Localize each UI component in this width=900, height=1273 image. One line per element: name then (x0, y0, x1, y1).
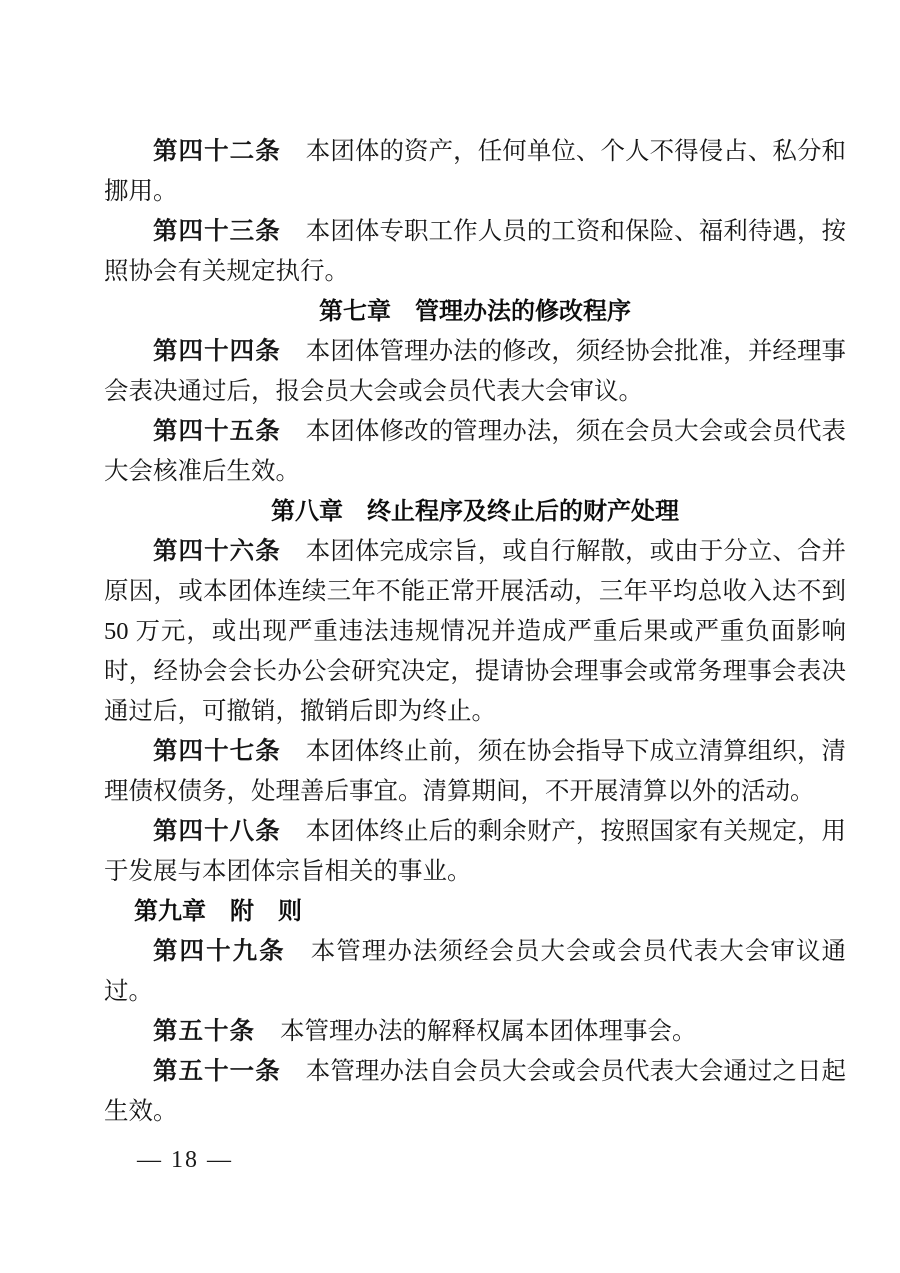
article-number: 第四十二条 (153, 138, 281, 165)
article-paragraph (104, 732, 846, 812)
article-number: 第四十四条 (153, 338, 281, 365)
page-footer (137, 1144, 233, 1176)
article-paragraph (104, 812, 846, 892)
article-paragraph (104, 132, 846, 212)
article-number: 第五十一条 (153, 1058, 281, 1085)
article-text: 本管理办法自会员大会或会员代表大会通过之日起生效。 (104, 1058, 847, 1125)
article-text: 本团体修改的管理办法，须在会员大会或会员代表大会核准后生效。 (104, 418, 847, 485)
article-text: 本团体终止后的剩余财产，按照国家有关规定，用于发展与本团体宗旨相关的事业。 (104, 818, 847, 885)
article-number: 第四十六条 (153, 538, 281, 565)
article-number: 第四十八条 (153, 818, 281, 845)
page-number: — 18 — (137, 1147, 233, 1173)
chapter-heading: 第七章 管理办法的修改程序 (319, 298, 631, 325)
article-text: 本管理办法须经会员大会或会员代表大会审议通过。 (104, 938, 847, 1005)
article-text: 本团体终止前，须在协会指导下成立清算组织，清理债权债务，处理善后事宜。清算期间，不开展清算以外的活动。 (104, 738, 847, 805)
article-text: 本团体完成宗旨，或自行解散，或由于分立、合并原因，或本团体连续三年不能正常开展活动，三年平均总收入达不到 50 万元，或出现严重违法违规情况并造成严重后果或严重负面影响时，经协会会长办公会研究决定，提请协会理事会或常务理事会表决通过后，可撤销，撤销后即为终止。 (104, 538, 847, 725)
article-number: 第四十五条 (153, 418, 281, 445)
article-number: 第五十条 (153, 1018, 255, 1045)
article-number: 第四十三条 (153, 218, 281, 245)
article-text: 本管理办法的解释权属本团体理事会。 (280, 1018, 697, 1045)
article-paragraph (104, 532, 846, 732)
article-paragraph (104, 212, 846, 292)
article-paragraph (104, 412, 846, 492)
article-number: 第四十九条 (153, 938, 286, 965)
article-paragraph (104, 932, 846, 1012)
article-paragraph (104, 332, 846, 412)
article-number: 第四十七条 (153, 738, 281, 765)
chapter-heading: 第八章 终止程序及终止后的财产处理 (271, 498, 679, 525)
article-text: 本团体专职工作人员的工资和保险、福利待遇，按照协会有关规定执行。 (104, 218, 847, 285)
article-paragraph (104, 1012, 846, 1052)
document-content (104, 132, 846, 1132)
chapter-heading: 第九章 附 则 (134, 898, 302, 925)
article-text: 本团体的资产，任何单位、个人不得侵占、私分和挪用。 (104, 138, 847, 205)
article-paragraph (104, 1052, 846, 1132)
article-text: 本团体管理办法的修改，须经协会批准，并经理事会表决通过后，报会员大会或会员代表大会审议。 (104, 338, 847, 405)
